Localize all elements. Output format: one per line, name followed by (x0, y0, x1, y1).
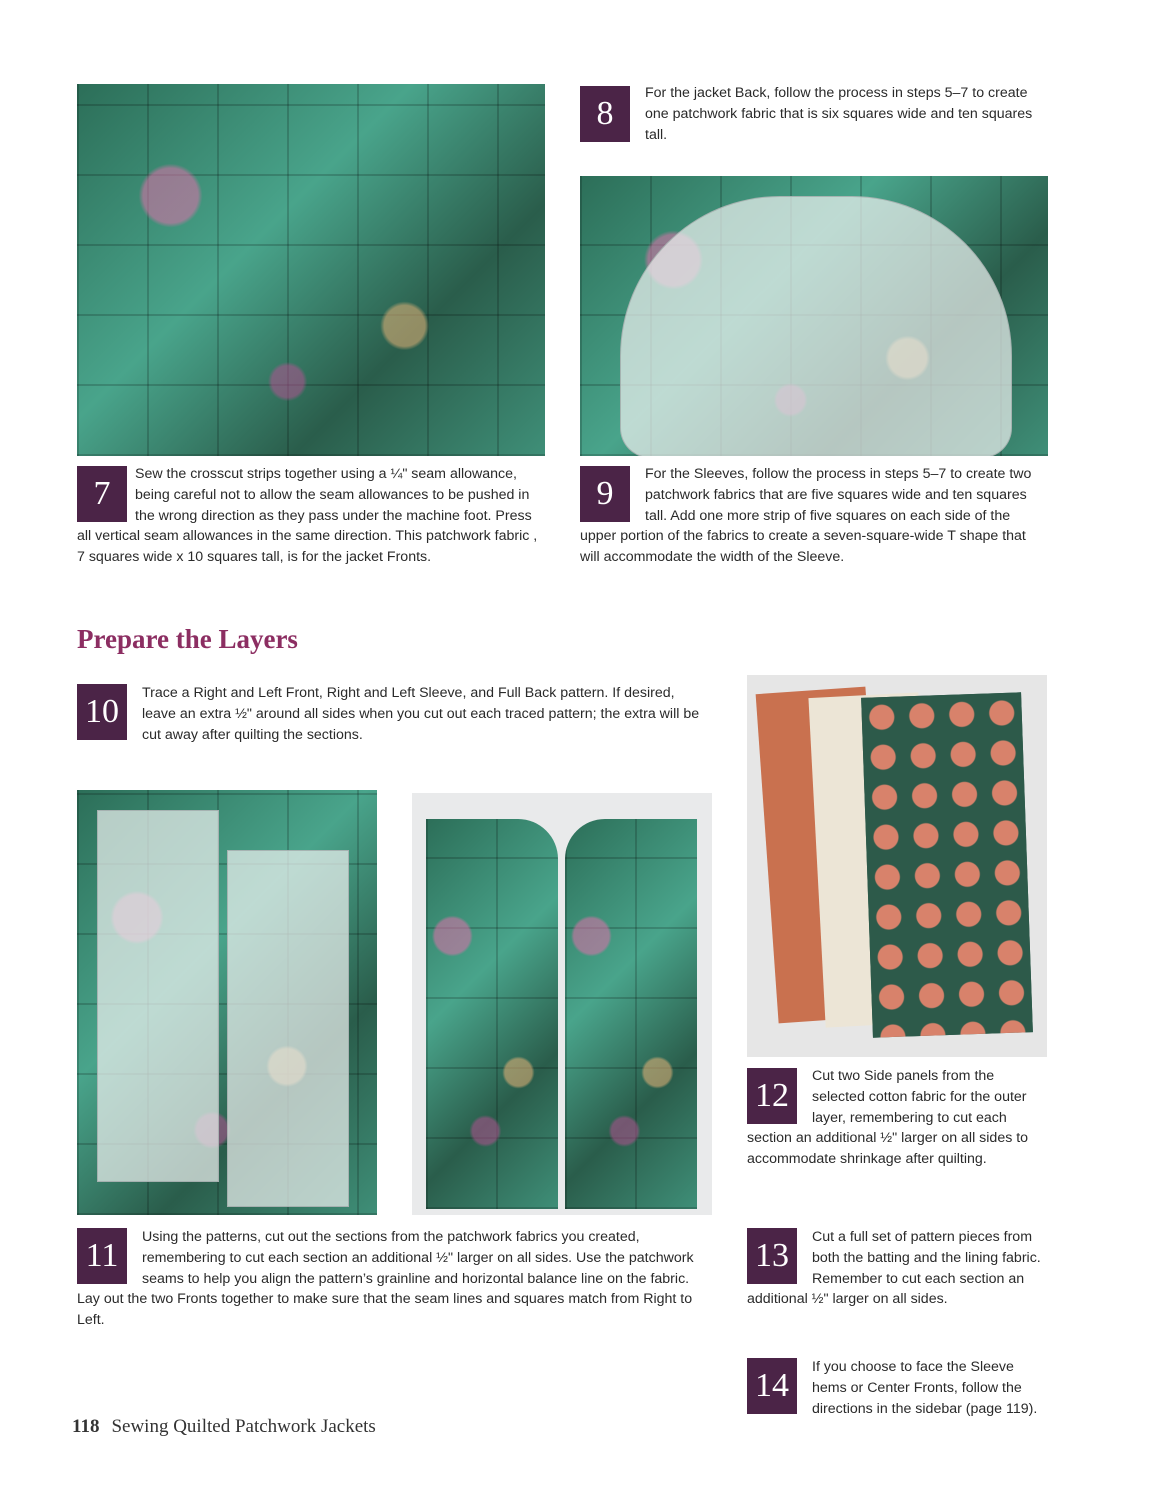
step-number-10: 10 (77, 684, 127, 740)
back-pattern-photo (580, 176, 1048, 456)
step-13-body: Cut a full set of pattern pieces from both the batting and the lining fabric. Remember to cut each section an additional ½" larger on all sides. (747, 1229, 1041, 1308)
side-panel-fabrics-photo (747, 675, 1047, 1057)
left-front-tracing (97, 810, 219, 1182)
cut-fronts-photo (412, 793, 712, 1215)
step-text-7 (77, 464, 542, 568)
patchwork-fabric-photo (77, 84, 545, 456)
step-text-9 (580, 464, 1040, 568)
step-7-body: Sew the crosscut strips together using a ¼" seam allowance, being careful not to allow the seam allowances to be pushed in the wrong direction as they pass under the machine foot. Press all vertical seam allowances in the same direction. This patchwork fabric , 7 squares wide x 10 squares tall, is for the jacket Fronts. (77, 466, 538, 566)
step-text-12 (747, 1066, 1047, 1170)
right-front-tracing (227, 850, 349, 1207)
step-number-13: 13 (747, 1228, 797, 1284)
step-8-body: For the jacket Back, follow the process in steps 5–7 to create one patchwork fabric that is six squares wide and ten squares tall. (645, 85, 1033, 143)
step-number-7: 7 (77, 466, 127, 522)
page-number: 118 (72, 1416, 100, 1437)
step-number-11: 11 (77, 1228, 127, 1284)
section-heading: Prepare the Layers (77, 624, 298, 654)
step-text-10 (142, 683, 707, 745)
step-11-body: Using the patterns, cut out the sections from the patchwork fabrics you created, remembering to cut each section an additional ½" larger on all sides. Use the patchwork seams to help you align the pattern’s grainline and horizontal balance line on the fabric. Lay out the two Fronts together to make sure that the seam lines and squares match from Right to Left. (77, 1229, 694, 1329)
step-number-9: 9 (580, 466, 630, 522)
step-text-14 (812, 1357, 1047, 1419)
step-number-8: 8 (580, 86, 630, 142)
front-patterns-photo (77, 790, 377, 1215)
step-9-body: For the Sleeves, follow the process in steps 5–7 to create two patchwork fabrics that are five squares wide and ten squares tall. Add one more strip of five squares on each side of the upper portion of the fabrics to create a seven-square-wide T shape that will accommodate the width of the Sleeve. (580, 466, 1032, 566)
book-title: Sewing Quilted Patchwork Jackets (111, 1416, 376, 1437)
step-number-14: 14 (747, 1358, 797, 1414)
step-text-13 (747, 1227, 1047, 1310)
step-14-body: If you choose to face the Sleeve hems or Center Fronts, follow the directions in the sidebar (page 119). (812, 1359, 1038, 1417)
right-front-piece (565, 819, 697, 1209)
page-footer (72, 1416, 376, 1438)
cotton-print-fabric (861, 692, 1033, 1037)
step-12-body: Cut two Side panels from the selected cotton fabric for the outer layer, remembering to cut each section an additional ½" larger on all sides to accommodate shrinkage after quilting. (747, 1068, 1029, 1168)
left-front-piece (426, 819, 558, 1209)
tracing-paper-overlay (620, 196, 1012, 456)
step-text-8 (580, 83, 1050, 145)
step-10-body: Trace a Right and Left Front, Right and Left Sleeve, and Full Back pattern. If desired, leave an extra ½" around all sides when you cut out each traced pattern; the extra will be cut away after quilting the sections. (142, 685, 700, 743)
step-text-11 (77, 1227, 709, 1331)
step-number-12: 12 (747, 1068, 797, 1124)
